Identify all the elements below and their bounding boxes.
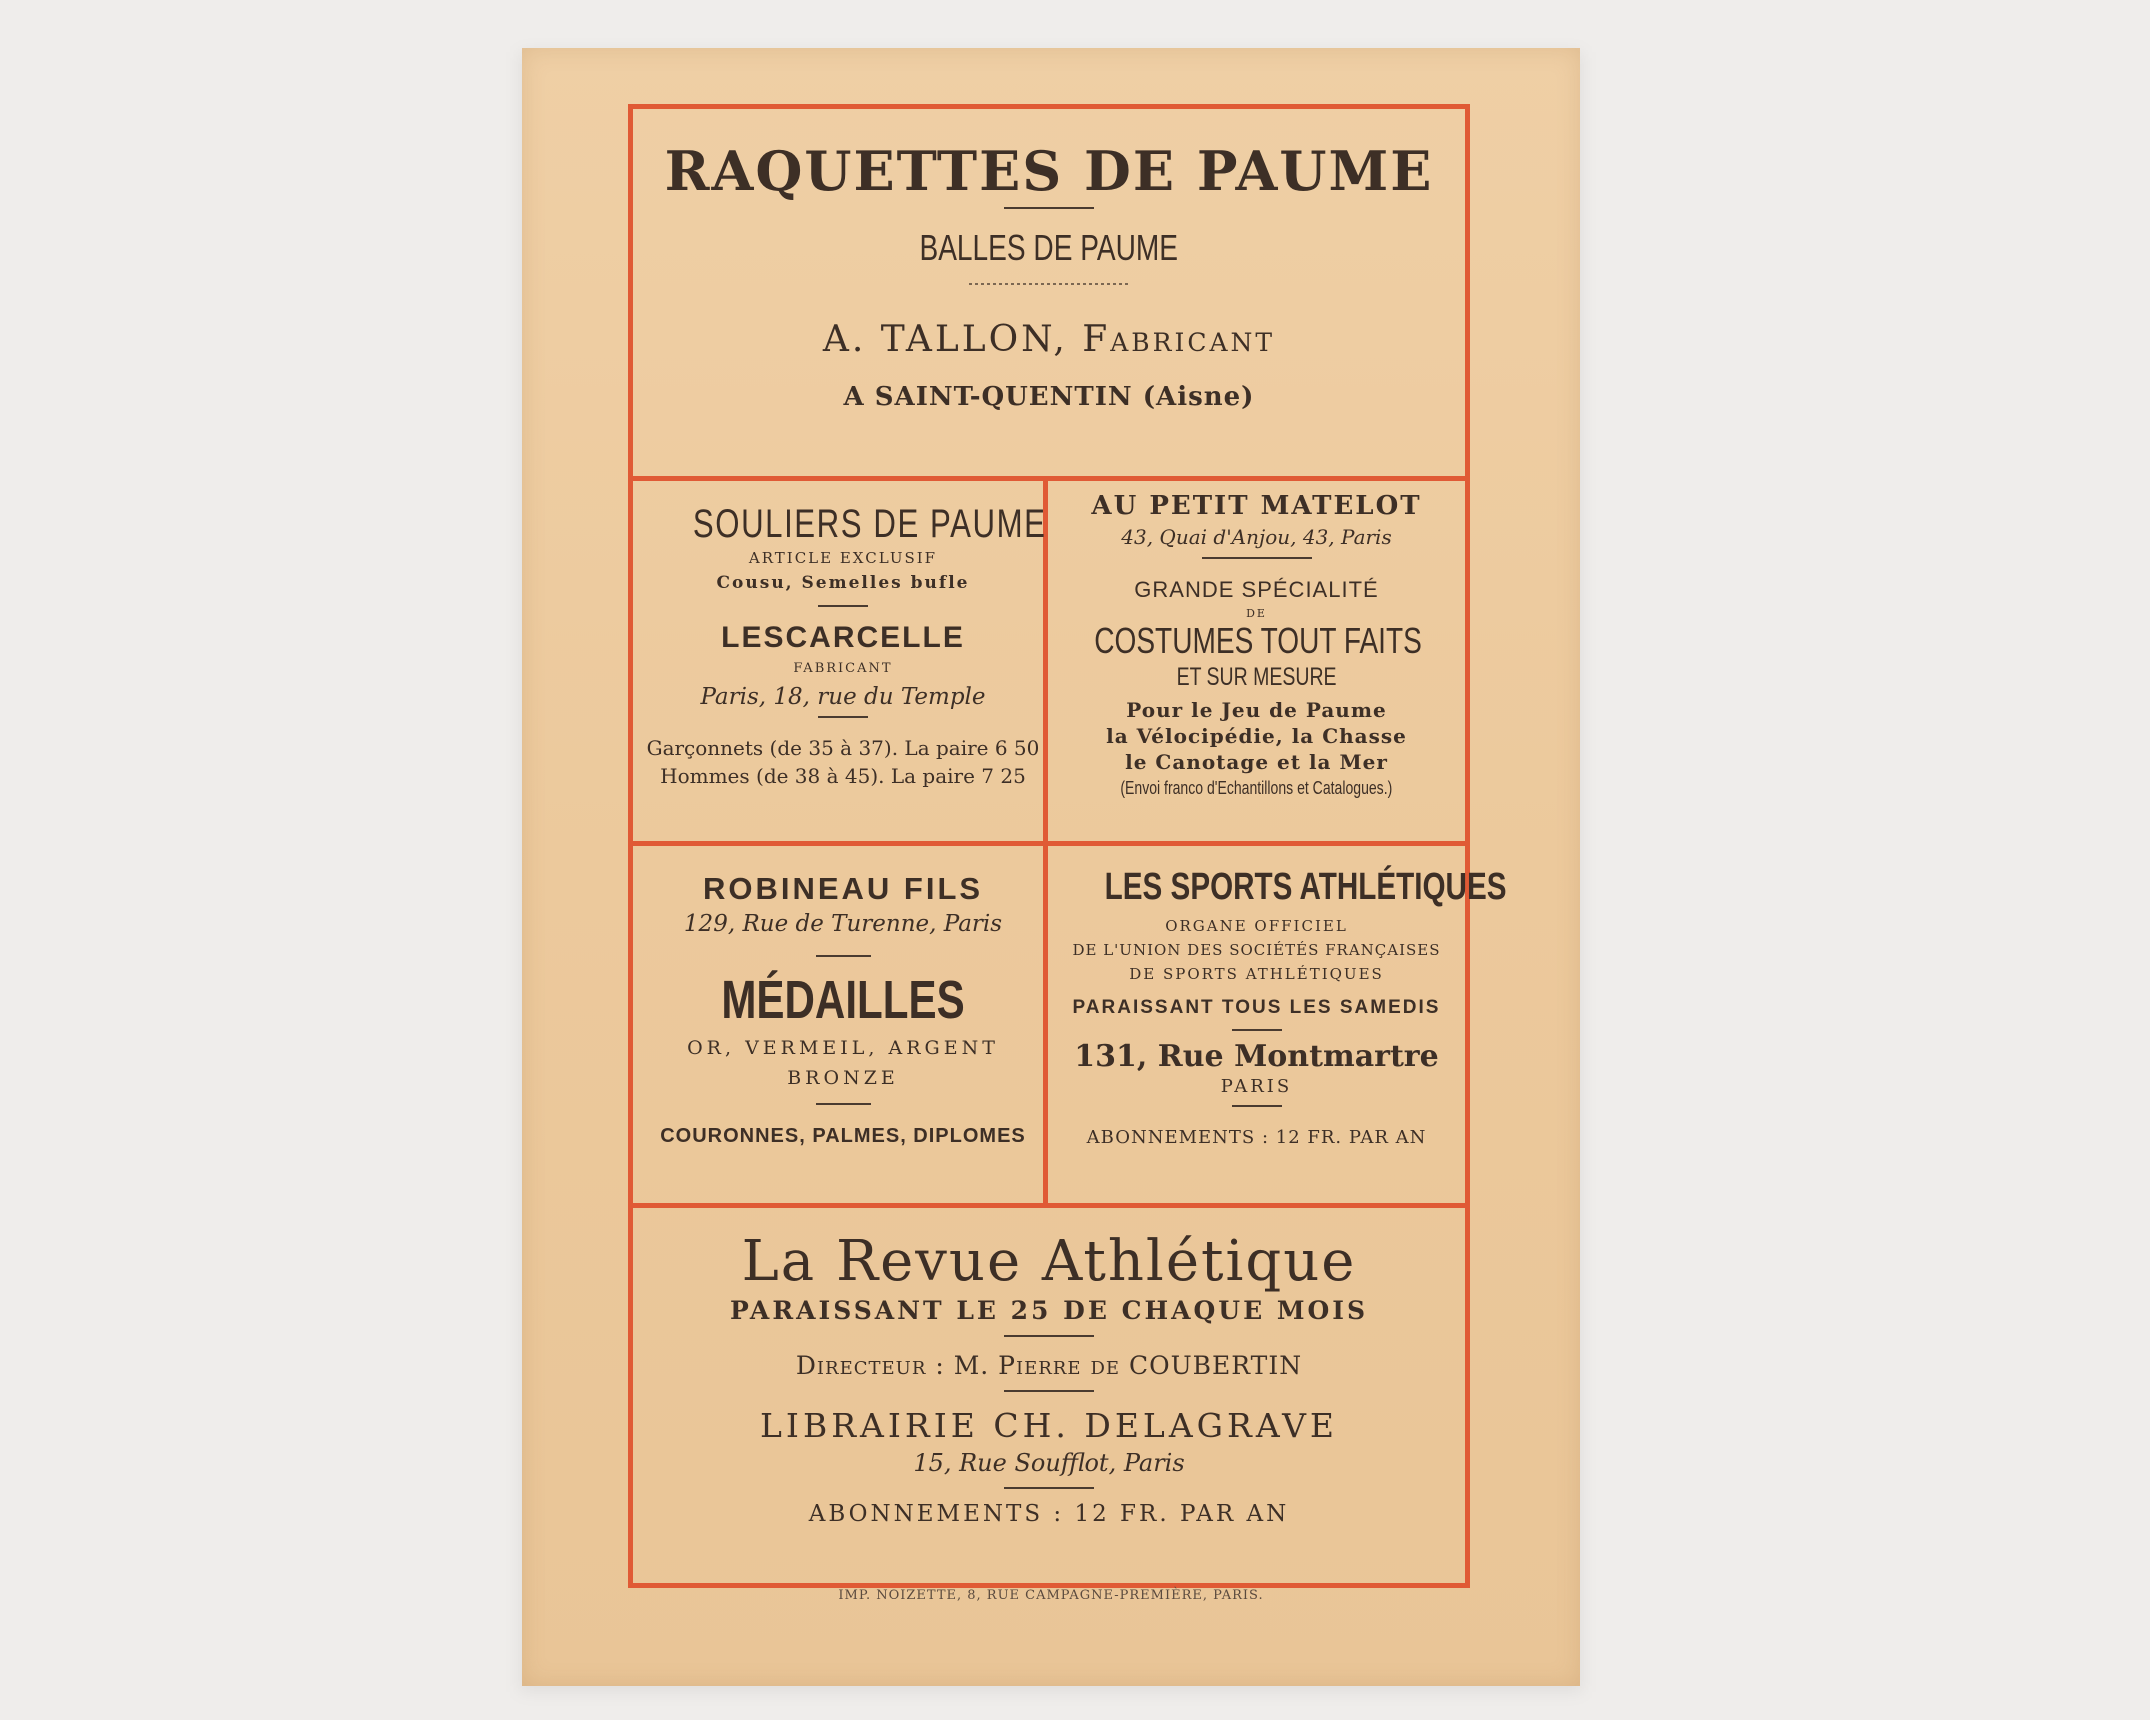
matelot-title: AU PETIT MATELOT <box>1091 491 1422 521</box>
robineau-advert <box>643 871 1043 1148</box>
matelot-line-1: GRANDE SPÉCIALITÉ <box>1134 577 1379 602</box>
robineau-title: ROBINEAU FILS <box>702 871 984 906</box>
revue-subscription: ABONNEMENTS : 12 FR. PAR AN <box>808 1501 1290 1527</box>
sports-advert <box>1048 863 1507 1148</box>
lescarcelle-title: SOULIERS DE PAUME <box>692 502 1047 546</box>
sports-address: 131, Rue Montmartre <box>1074 1039 1439 1074</box>
sports-title: LES SPORTS ATHLÉTIQUES <box>1104 866 1507 908</box>
matelot-line-2: DE <box>1246 607 1267 620</box>
tallon-subtitle: BALLES DE PAUME <box>919 227 1179 268</box>
matelot-advert <box>1048 491 1465 799</box>
matelot-line-5: Pour le Jeu de Paume <box>1126 698 1387 722</box>
sports-line-2: DE L'UNION DES SOCIÉTÉS FRANÇAISES <box>1072 941 1441 959</box>
revue-title: La Revue Athlétique <box>741 1229 1357 1294</box>
lescarcelle-article: ARTICLE EXCLUSIF <box>748 549 938 567</box>
lescarcelle-role: FABRICANT <box>793 661 893 676</box>
matelot-address: 43, Quai d'Anjou, 43, Paris <box>1121 525 1392 549</box>
tallon-place: A SAINT-QUENTIN (Aisne) <box>843 382 1255 412</box>
back-cover-page <box>522 48 1580 1686</box>
robineau-metals-1: OR, VERMEIL, ARGENT <box>687 1037 999 1059</box>
tallon-advert <box>633 139 1465 412</box>
sports-subscription: ABONNEMENTS : 12 FR. PAR AN <box>1086 1127 1427 1148</box>
robineau-extra: COURONNES, PALMES, DIPLOMES <box>660 1125 1026 1147</box>
robineau-metals-2: BRONZE <box>787 1067 899 1089</box>
matelot-line-7: le Canotage et la Mer <box>1125 750 1388 774</box>
advert-frame <box>628 104 1507 1588</box>
matelot-line-4: ET SUR MESURE <box>1176 663 1337 691</box>
robineau-medals: MÉDAILLES <box>721 970 965 1030</box>
revue-address: 15, Rue Soufflot, Paris <box>913 1449 1185 1477</box>
lescarcelle-name: LESCARCELLE <box>721 621 965 654</box>
sports-line-1: ORGANE OFFICIEL <box>1165 917 1348 935</box>
lescarcelle-advert <box>643 501 1047 788</box>
revue-advert <box>633 1229 1465 1527</box>
sports-line-3: DE SPORTS ATHLÉTIQUES <box>1129 965 1384 983</box>
divider <box>633 841 1465 846</box>
tallon-title: RAQUETTES DE PAUME <box>664 139 1434 203</box>
revue-director: Directeur : M. Pierre de COUBERTIN <box>795 1351 1303 1380</box>
lescarcelle-price-1: Garçonnets (de 35 à 37). La paire 6 50 <box>646 736 1040 760</box>
matelot-line-6: la Vélocipédie, la Chasse <box>1106 724 1407 748</box>
printer-imprint: IMP. NOIZETTE, 8, RUE CAMPAGNE-PREMIÈRE, PARIS. <box>838 1588 1264 1603</box>
sports-city: PARIS <box>1220 1076 1293 1097</box>
lescarcelle-detail: Cousu, Semelles bufle <box>716 573 970 593</box>
revue-issue: PARAISSANT LE 25 DE CHAQUE MOIS <box>729 1296 1369 1325</box>
lescarcelle-address: Paris, 18, rue du Temple <box>700 684 986 710</box>
revue-publisher: LIBRAIRIE CH. DELAGRAVE <box>760 1406 1338 1445</box>
matelot-line-3: COSTUMES TOUT FAITS <box>1094 620 1422 661</box>
lescarcelle-price-2: Hommes (de 38 à 45). La paire 7 25 <box>660 764 1026 788</box>
divider <box>633 476 1465 481</box>
tallon-maker: A. TALLON, Fabricant <box>822 319 1276 360</box>
sports-line-4: PARAISSANT TOUS LES SAMEDIS <box>1072 997 1441 1018</box>
matelot-line-8: (Envoi franco d'Echantillons et Catalogues.) <box>1120 778 1393 798</box>
robineau-address: 129, Rue de Turenne, Paris <box>683 911 1003 937</box>
divider <box>633 1203 1465 1208</box>
